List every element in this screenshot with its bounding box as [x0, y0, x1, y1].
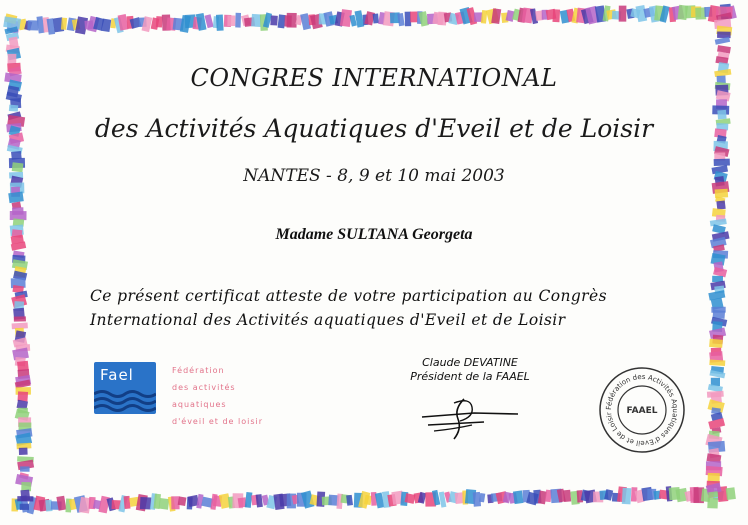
- waves-icon: [94, 388, 156, 414]
- recipient-name: Madame SULTANA Georgeta: [275, 226, 473, 243]
- statement-line-1: Ce présent certificat atteste de votre participation au Congrès: [90, 287, 607, 305]
- federation-seal: [598, 366, 686, 454]
- certificate-statement: [90, 284, 690, 332]
- federation-line-3: aquatiques: [172, 400, 227, 409]
- signatory-name: Claude DEVATINE: [422, 356, 518, 369]
- handwritten-signature: [414, 395, 524, 443]
- federation-line-2: des activités: [172, 383, 236, 392]
- seal-ring-text: Fédération des Activités Aquatiques d'Eveil et de Loisir: [604, 372, 680, 448]
- federation-name: [172, 362, 263, 430]
- signatory-role: Président de la FAAEL: [410, 370, 530, 383]
- certificate-subtitle: des Activités Aquatiques d'Eveil et de Loisir: [94, 114, 654, 143]
- certificate-title: CONGRES INTERNATIONAL: [190, 64, 558, 92]
- logo-text: Fael: [100, 366, 134, 384]
- statement-line-2: International des Activités aquatiques d'Eveil et de Loisir: [90, 311, 566, 329]
- federation-line-1: Fédération: [172, 366, 225, 375]
- fael-logo: [94, 362, 156, 414]
- seal-center-text: FAAEL: [626, 406, 658, 416]
- federation-line-4: d'éveil et de loisir: [172, 417, 264, 426]
- event-location-date: NANTES - 8, 9 et 10 mai 2003: [243, 166, 505, 186]
